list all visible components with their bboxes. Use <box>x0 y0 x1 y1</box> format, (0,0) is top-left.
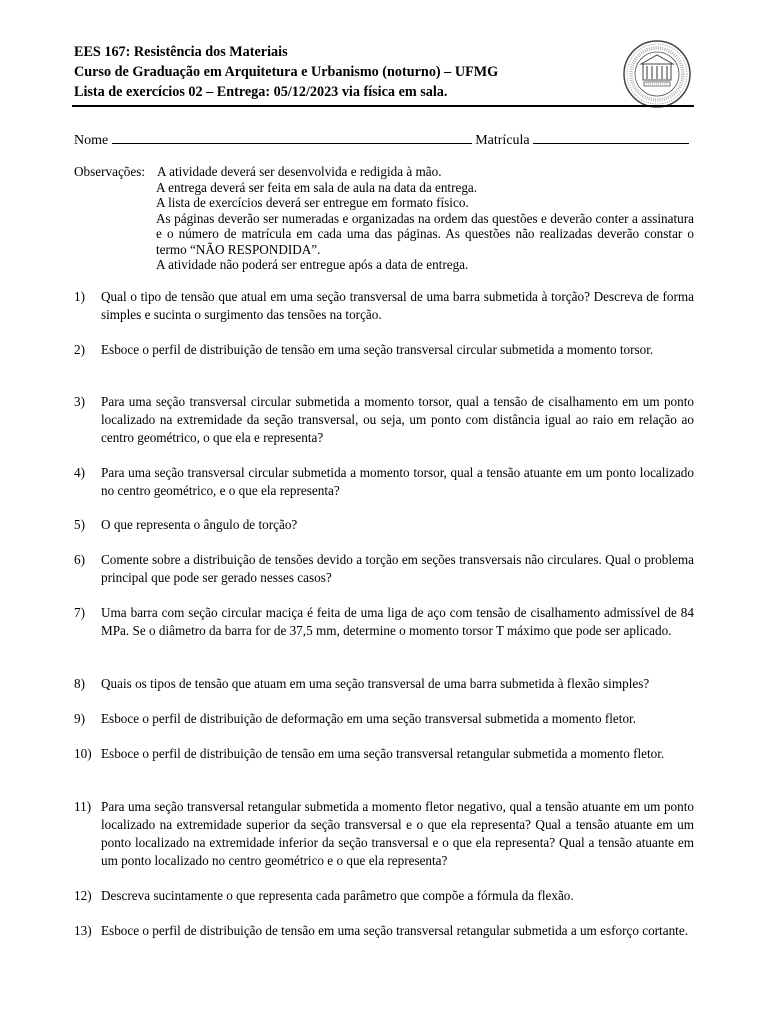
document-header <box>74 42 614 102</box>
question-number: 5) <box>74 517 85 532</box>
observation-item: A atividade não poderá ser entregue após a data de entrega. <box>156 257 469 272</box>
question-10 <box>74 745 694 763</box>
question-number: 6) <box>74 552 85 567</box>
question-number: 7) <box>74 605 85 620</box>
observation-item: As páginas deverão ser numeradas e organizadas na ordem das questões e deverão conter a assinatura e o número de matrícula em cada uma das páginas. As questões não realizadas deverão constar o termo “NÃO RESPONDIDA”. <box>156 210 694 257</box>
question-3 <box>74 393 694 447</box>
observation-item: A atividade deverá ser desenvolvida e redigida à mão. <box>157 164 442 179</box>
question-6 <box>74 551 694 587</box>
question-number: 3) <box>74 394 85 409</box>
question-text: Esboce o perfil de distribuição de tensão em uma seção transversal circular submetida a momento torsor. <box>101 342 654 357</box>
question-text: Quais os tipos de tensão que atuam em uma seção transversal de uma barra submetida à flexão simples? <box>101 676 650 691</box>
question-number: 2) <box>74 342 85 357</box>
student-info-line <box>74 130 694 150</box>
question-11 <box>74 798 694 870</box>
name-label: Nome <box>74 133 109 148</box>
course-title: EES 167: Resistência dos Materiais <box>74 44 288 60</box>
question-text: Para uma seção transversal retangular submetida a momento fletor negativo, qual a tensão atuante em um ponto localizado na extremidade superior da seção transversal e o que ela representa? Qual a tensão atuante em um ponto localizado na extremidade inferior da seção transversal e o que ela representa? Qual a tensão atuante em um ponto localizado no centro geométrico e o que ela representa? <box>101 799 694 868</box>
name-field[interactable] <box>112 130 472 144</box>
question-4 <box>74 464 694 500</box>
question-text: Para uma seção transversal circular submetida a momento torsor, qual a tensão atuante em um ponto localizado no centro geométrico, e o que ela representa? <box>101 465 694 498</box>
question-number: 10) <box>74 746 92 761</box>
observations-label: Observações: <box>74 164 146 179</box>
question-number: 1) <box>74 289 85 304</box>
question-number: 9) <box>74 711 85 726</box>
question-1 <box>74 288 694 324</box>
question-number: 4) <box>74 465 85 480</box>
university-seal-icon <box>622 39 692 109</box>
matricula-label: Matrícula <box>475 133 530 148</box>
question-text: Esboce o perfil de distribuição de tensão em uma seção transversal retangular submetida a momento fletor. <box>101 746 665 761</box>
header-divider <box>72 105 694 107</box>
question-number: 8) <box>74 676 85 691</box>
matricula-field[interactable] <box>533 130 689 144</box>
question-text: Descreva sucintamente o que representa cada parâmetro que compõe a fórmula da flexão. <box>101 888 574 903</box>
observation-item: A entrega deverá ser feita em sala de aula na data da entrega. <box>156 179 478 195</box>
question-2 <box>74 341 694 359</box>
question-9 <box>74 710 694 728</box>
question-5 <box>74 516 694 534</box>
question-text: Esboce o perfil de distribuição de deformação em uma seção transversal submetida a momento fletor. <box>101 711 637 726</box>
question-13 <box>74 922 694 940</box>
question-text: O que representa o ângulo de torção? <box>101 517 298 532</box>
observations-list <box>156 164 694 273</box>
question-number: 13) <box>74 923 92 938</box>
program-title: Curso de Graduação em Arquitetura e Urbanismo (noturno) – UFMG <box>74 64 499 80</box>
question-12 <box>74 887 694 905</box>
observation-item: A lista de exercícios deverá ser entregue em formato físico. <box>156 195 469 210</box>
question-number: 11) <box>74 799 92 814</box>
question-text: Esboce o perfil de distribuição de tensão em uma seção transversal retangular submetida a um esforço cortante. <box>101 923 688 938</box>
question-8 <box>74 675 694 693</box>
question-number: 12) <box>74 888 92 903</box>
question-text: Qual o tipo de tensão que atual em uma seção transversal de uma barra submetida à torção? Descreva de forma simples e sucinta o surgimento das tensões na torção. <box>101 289 694 322</box>
question-text: Para uma seção transversal circular submetida a momento torsor, qual a tensão de cisalhamento em um ponto localizado na extremidade da seção transversal, ou seja, um ponto com distância igual ao raio em relação ao centro geométrico, o que ela e representa? <box>101 394 694 445</box>
question-text: Uma barra com seção circular maciça é feita de uma liga de aço com tensão de cisalhamento admissível de 84 MPa. Se o diâmetro da barra for de 37,5 mm, determine o momento torsor T máximo que pode ser aplicado. <box>101 605 694 638</box>
question-text: Comente sobre a distribuição de tensões devido a torção em seções transversais não circulares. Qual o problema principal que pode ser gerado nesses casos? <box>101 552 694 585</box>
assignment-title: Lista de exercícios 02 – Entrega: 05/12/2023 via física em sala. <box>74 84 448 100</box>
question-7 <box>74 604 694 640</box>
